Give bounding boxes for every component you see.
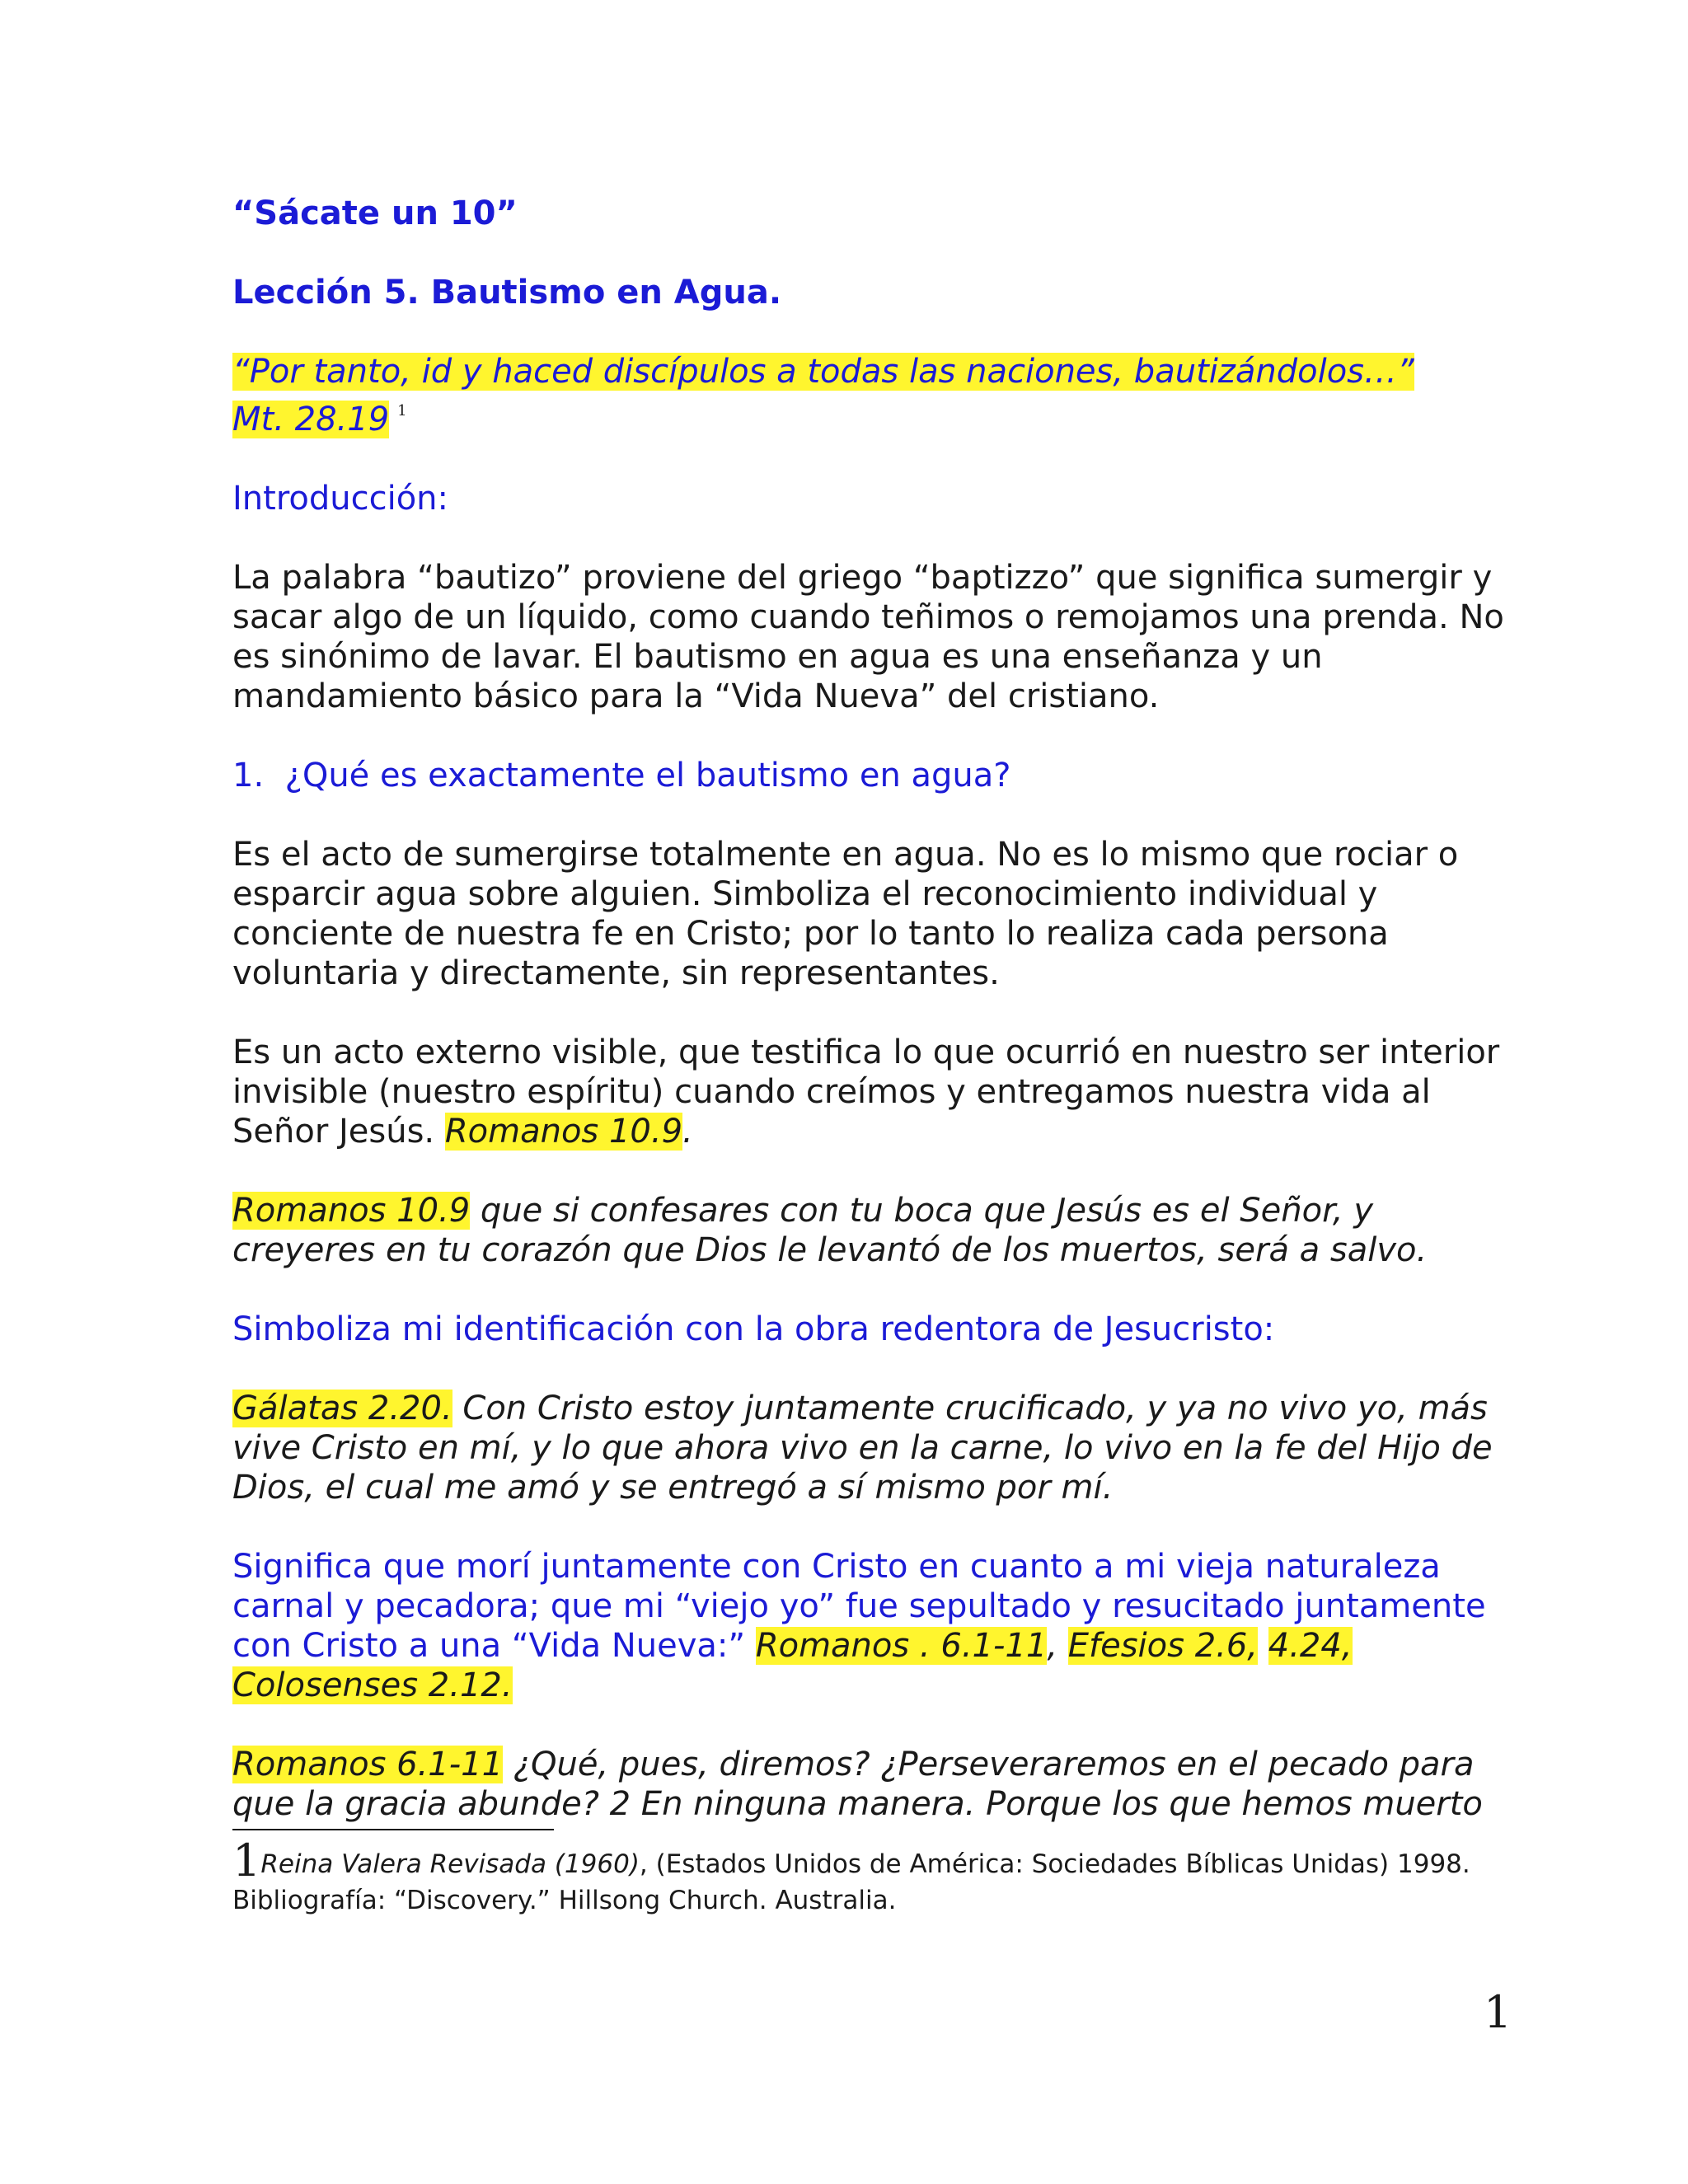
footnote	[232, 1835, 1518, 1919]
verse1-reference: Romanos 10.9	[232, 1192, 471, 1230]
section1-number: 1.	[232, 757, 265, 794]
page-number: 1	[1484, 1986, 1512, 2038]
epigraph	[232, 352, 1518, 439]
meaning-reference-efesios: Efesios 2.6,	[1067, 1627, 1259, 1665]
verse-romanos-10-9	[232, 1191, 1518, 1270]
meaning-reference-efesios-4: 4.24,	[1268, 1627, 1353, 1665]
footnote-source: Reina Valera Revisada (1960)	[260, 1849, 640, 1879]
meaning-paragraph	[232, 1547, 1518, 1705]
intro-heading: Introducción:	[232, 480, 449, 518]
verse-romanos-6-1-11	[232, 1745, 1518, 1824]
document-title: “Sácate un 10”	[232, 194, 518, 232]
footnote-marker[interactable]: 1	[397, 402, 407, 419]
verse2-text: Con Cristo estoy juntamente crucificado, y ya no vivo yo, más vive Cristo en mí, y lo que ahora vivo en la carne, lo vivo en la fe del Hijo de Dios, el cual me amó y se entregó a sí mismo por mí.	[232, 1390, 1493, 1507]
verse-galatas-2-20	[232, 1389, 1518, 1507]
meaning-separator: ,	[1047, 1627, 1068, 1665]
verse2-reference: Gálatas 2.20.	[232, 1390, 452, 1427]
scripture-reference: Romanos 10.9	[444, 1113, 683, 1151]
paragraph2-text: Es un acto externo visible, que testifica lo que ocurrió en nuestro ser interior invisible (nuestro espíritu) cuando creímos y entregamos nuestra vida al Señor Jesús.	[232, 1033, 1500, 1151]
meaning-separator	[1258, 1627, 1268, 1665]
footnote-separator	[232, 1829, 554, 1830]
lesson-title: Lección 5. Bautismo en Agua.	[232, 274, 782, 312]
paragraph2-end: .	[682, 1113, 693, 1151]
meaning-text: Significa que morí juntamente con Cristo en cuanto a mi vieja naturaleza carnal y pecadora; que mi “viejo yo” fue sepultado y resucitado juntamente con Cristo a una “Vida Nueva:”	[232, 1548, 1486, 1665]
verse3-reference: Romanos 6.1-11	[232, 1746, 504, 1783]
epigraph-reference: Mt. 28.19	[232, 401, 390, 438]
section1-paragraph2	[232, 1033, 1518, 1151]
meaning-reference-colosenses: Colosenses 2.12.	[232, 1666, 513, 1704]
footnote-details: , (Estados Unidos de América: Sociedades Bíblicas Unidas) 1998. Bibliografía: “Discovery.” Hillsong Church. Australia.	[232, 1849, 1470, 1915]
epigraph-line1: “Por tanto, id y haced discípulos a todas las naciones, bautizándolos…”	[232, 353, 1414, 391]
footnote-number: 1	[232, 1835, 261, 1886]
intro-paragraph: La palabra “bautizo” proviene del griego “baptizzo” que significa sumergir y sacar algo de un líquido, como cuando teñimos o remojamos una prenda. No es sinónimo de lavar. El bautismo en agua es una enseñanza y un mandamiento básico para la “Vida Nueva” del cristiano.	[232, 559, 1504, 715]
symbol-heading: Simboliza mi identificación con la obra redentora de Jesucristo:	[232, 1310, 1275, 1348]
meaning-reference-romanos: Romanos . 6.1-11	[755, 1627, 1048, 1665]
section1-paragraph1: Es el acto de sumergirse totalmente en agua. No es lo mismo que rociar o esparcir agua sobre alguien. Simboliza el reconocimiento individual y conciente de nuestra fe en Cristo; por lo tanto lo realiza cada persona voluntaria y directamente, sin representantes.	[232, 836, 1459, 992]
verse3-text: ¿Qué, pues, diremos? ¿Perseveraremos en el pecado para que la gracia abunde? 2 En ninguna manera. Porque los que hemos muerto	[232, 1746, 1483, 1823]
section1-heading-text: ¿Qué es exactamente el bautismo en agua?	[284, 757, 1011, 794]
document-page	[232, 194, 1518, 1863]
verse1-text: que si confesares con tu boca que Jesús es el Señor, y creyeres en tu corazón que Dios le levantó de los muertos, será a salvo.	[232, 1192, 1428, 1269]
section1-heading	[232, 756, 1518, 795]
